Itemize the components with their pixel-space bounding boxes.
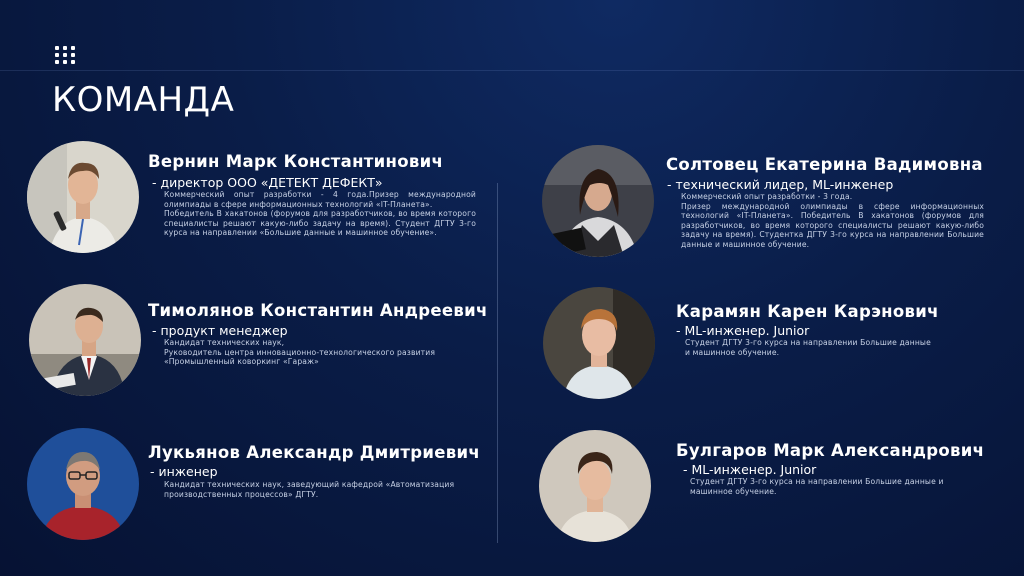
description-line: Коммерческий опыт разработки - 4 года.Призер международной олимпиады в сфере информационных технологий «IT-Планета». <box>164 190 476 209</box>
member-role: - ML-инженер. Junior <box>683 462 817 477</box>
member-name: Карамян Карен Карэнович <box>676 302 939 321</box>
member-description <box>690 477 986 496</box>
member-description <box>164 338 484 367</box>
member-role: - ML-инженер. Junior <box>676 323 810 338</box>
description-line: Призер международной олимпиады в сфере информационных технологий «IT-Планета». Победитель В хакатонов (форумов для разработчиков, во время которого специалисты решают какую-либо задачу на время). Студентка ДГТУ 3-го курса на направлении Большие данные и машинное обучение. <box>681 201 984 249</box>
member-photo-karamyan <box>543 287 655 399</box>
member-name: Лукьянов Александр Дмитриевич <box>148 443 480 462</box>
member-description <box>164 190 476 238</box>
member-role: - инженер <box>150 464 218 479</box>
description-line: Студент ДГТУ 3-го курса на направлении Большие данные и машинное обучение. <box>690 477 944 496</box>
member-photo-lukyanov <box>27 428 139 540</box>
member-photo-timolyanov <box>29 284 141 396</box>
description-line: Студент ДГТУ 3-го курса на направлении Большие данные и машинное обучение. <box>685 338 931 357</box>
member-photo-soltovets <box>542 145 654 257</box>
member-description <box>685 338 937 357</box>
description-line: Кандидат технических наук, <box>164 338 285 347</box>
header-divider <box>0 70 1024 71</box>
member-description <box>164 480 494 499</box>
description-line: Руководитель центра инновационно-технологического развития «Промышленный коворкинг «Гараж» <box>164 347 436 367</box>
column-divider <box>497 183 498 543</box>
member-name: Вернин Марк Константинович <box>148 152 444 171</box>
member-description <box>681 192 984 250</box>
member-role: - технический лидер, ML-инженер <box>667 177 894 192</box>
member-role: - директор ООО «ДЕТЕКТ ДЕФЕКТ» <box>152 175 383 190</box>
member-name: Булгаров Марк Александрович <box>676 441 985 460</box>
member-role: - продукт менеджер <box>152 323 288 338</box>
description-line: Коммерческий опыт разработки - 3 года. <box>681 192 853 201</box>
member-name: Солтовец Екатерина Вадимовна <box>666 155 983 174</box>
page-title: КОМАНДА <box>52 80 235 120</box>
member-photo-vernin <box>27 141 139 253</box>
description-line: Победитель В хакатонов (форумов для разработчиков, во время которого специалисты решают какую-либо задачу на время). Студент ДГТУ 3-го курса на направлении «Большие данные и машинное обучение». <box>164 209 476 238</box>
member-photo-bulgarov <box>539 430 651 542</box>
grid-dots-icon <box>55 46 75 62</box>
description-line: Кандидат технических наук, заведующий кафедрой «Автоматизация производственных процессов» ДГТУ. <box>164 480 455 499</box>
member-name: Тимолянов Константин Андреевич <box>148 301 488 320</box>
